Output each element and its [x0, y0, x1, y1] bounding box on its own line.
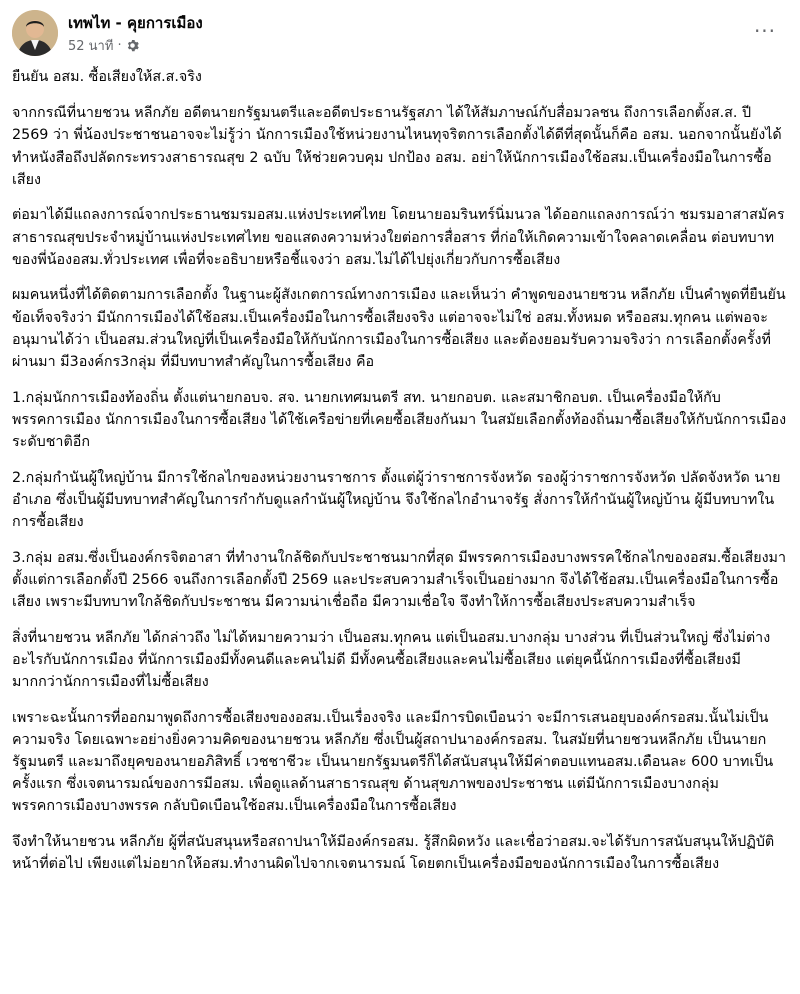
post-meta — [68, 35, 139, 56]
post-paragraph-8: เพราะฉะนั้นการที่ออกมาพูดถึงการซื้อเสียงของอสม.เป็นเรื่องจริง และมีการบิดเบือนว่า จะมีการเสนอยุบองค์กรอสม.นั้นไม่เป็นความจริง โดยเฉพาะอย่างยิ่งความคิดของนายชวน หลีกภัย ซึ่งเป็นผู้สถาปนาองค์กรอสม. ในสมัยที่นายชวนหลีกภัย เป็นนายกรัฐมนตรี และมาถึงยุคของนายอภิสิทธิ์ เวชชาชีวะ เป็นนายกรัฐมนตรีก็ได้สนับสนุนให้มีค่าตอบแทนอสม.เดือนละ 600 บาทเป็นครั้งแรก ซึ่งเจตนารมณ์ของการมีอสม. เพื่อดูแลด้านสาธารณสุข ด้านสุขภาพของประชาชน แต่มีนักการเมืองบางกลุ่ม พรรคการเมืองบางพรรค กลับบิดเบือนใช้อสม.เป็นเครื่องมือในการซื้อเสียง — [12, 709, 774, 815]
more-options-icon[interactable]: ··· — [753, 19, 777, 43]
post-paragraph-5: 2.กลุ่มกำนันผู้ใหญ่บ้าน มีการใช้กลไกของหน่วยงานราชการ ตั้งแต่ผู้ว่าราชการจังหวัด รองผู้ว่าราชการจังหวัด ปลัดจังหวัด นายอำเภอ ซึ่งเป็นผู้มีบทบาทสำคัญในการกำกับดูแลกำนันผู้ใหญ่บ้าน จึงใช้กลไกอำนาจรัฐ สั่งการให้กำนันผู้ใหญ่บ้าน ผู้มีบทบาทในการซื้อเสียง — [12, 469, 781, 531]
gear-icon[interactable] — [126, 39, 139, 52]
post-paragraph-4: 1.กลุ่มนักการเมืองท้องถิ่น ตั้งแต่นายกอบจ. สจ. นายกเทศมนตรี สท. นายกอบต. และสมาชิกอบต. เป็นเครื่องมือให้กับพรรคการเมือง นักการเมืองในการซื้อเสียง ได้ใช้เครือข่ายที่เคยซื้อเสียงกันมา ในสมัยเลือกตั้งท้องถิ่นมาซื้อเสียงให้กับนักการเมืองระดับชาติอีก — [12, 389, 787, 451]
post-paragraph-3: ผมคนหนึ่งที่ได้ติดตามการเลือกตั้ง ในฐานะผู้สังเกตการณ์ทางการเมือง และเห็นว่า คำพูดของนายชวน หลีกภัย เป็นคำพูดที่ยืนยันข้อเท็จจริงว่า มีนักการเมืองได้ใช้อสม.เป็นเครื่องมือในการซื้อเสียงจริง แต่อาจจะไม่ใช่ อสม.ทั้งหมด หรืออสม.ทุกคน แต่พอจะอนุมานได้ว่า เป็นอสม.ส่วนใหญ่ที่เป็นเครื่องมือให้กับนักการเมืองในการซื้อเสียง และต้องยอมรับความจริงว่า การเลือกตั้งครั้งที่ผ่านมา มี3องค์กร3กลุ่ม ที่มีบทบาทสำคัญในการซื้อเสียง คือ — [12, 287, 786, 371]
post-paragraph-9: จึงทำให้นายชวน หลีกภัย ผู้ที่สนับสนุนหรือสถาปนาให้มีองค์กรอสม. รู้สึกผิดหวัง และเชื่อว่าอสม.จะได้รับการสนับสนุนให้ปฏิบัติหน้าที่ต่อไป เพียงแต่ไม่อยากให้อสม.ทำงานผิดไปจากเจตนารมณ์ โดยตกเป็นเครื่องมือของนักการเมืองในการซื้อเสียง — [12, 834, 775, 873]
meta-separator: · — [117, 38, 122, 53]
post-paragraph-6: 3.กลุ่ม อสม.ซึ่งเป็นองค์กรจิตอาสา ที่ทำงานใกล้ชิดกับประชาชนมากที่สุด มีพรรคการเมืองบางพรรคใช้กลไกของอสม.ซื้อเสียงมาตั้งแต่การเลือกตั้งปี 2566 จนถึงการเลือกตั้งปี 2569 และประสบความสำเร็จเป็นอย่างมาก จึงได้ใช้อสม.เป็นเครื่องมือในการซื้อเสียง เพราะมีบทบาทใกล้ชิดกับประชาชน มีความน่าเชื่อถือ มีความเชื่อใจ จึงทำให้การซื้อเสียงประสบความสำเร็จ — [12, 549, 786, 611]
post-timestamp[interactable]: 52 นาที — [68, 39, 114, 54]
post-paragraph-7: สิ่งที่นายชวน หลีกภัย ได้กล่าวถึง ไม่ได้หมายความว่า เป็นอสม.ทุกคน แต่เป็นอสม.บางกลุ่ม บางส่วน ที่เป็นส่วนใหญ่ ซึ่งไม่ต่างอะไรกับนักการเมือง ที่นักการเมืองมีทั้งคนดีและคนไม่ดี มีทั้งคนซื้อเสียงและคนไม่ซื้อเสียง แต่ยุคนี้นักการเมืองที่ซื้อเสียงมีมากกว่านักการเมืองที่ไม่ซื้อเสียง — [12, 629, 771, 691]
post-paragraph-1: จากกรณีที่นายชวน หลีกภัย อดีตนายกรัฐมนตรีและอดีตประธานรัฐสภา ได้ให้สัมภาษณ์กับสื่อมวลชน ถึงการเลือกตั้งส.ส. ปี 2569 ว่า พี่น้องประชาชนอาจจะไม่รู้ว่า นักการเมืองใช้หน่วยงานไหนทุจริตการเลือกตั้งได้ดีที่สุดนั้นก็คือ อสม. นอกจากนั้นยังได้ทำหนังสือถึงปลัดกระทรวงสาธารณสุข 2 ฉบับ ให้ช่วยควบคุม ปกป้อง อสม. อย่าให้นักการเมืองใช้อสม.เป็นเครื่องมือในการซื้อเสียง — [12, 105, 782, 188]
author-name[interactable]: เทพไท - คุยการเมือง — [68, 14, 203, 32]
avatar-image — [12, 10, 58, 56]
post-header — [12, 10, 788, 58]
post-body — [12, 66, 788, 889]
post-headline: ยืนยัน อสม. ซื้อเสียงให้ส.ส.จริง — [12, 69, 202, 85]
avatar[interactable] — [12, 10, 58, 56]
post-paragraph-2: ต่อมาได้มีแถลงการณ์จากประธานชมรมอสม.แห่งประเทศไทย โดยนายอมรินทร์นิ่มนวล ได้ออกแถลงการณ์ว่า ชมรมอาสาสมัครสาธารณสุขประจำหมู่บ้านแห่งประเทศไทย ขอแสดงความห่วงใยต่อการสื่อสาร ที่ก่อให้เกิดความเข้าใจคลาดเคลื่อน ต่อบทบาทของพี่น้องอสม.ทั่วประเทศ เพื่อที่จะอธิบายหรือชี้แจงว่า อสม.ไม่ได้ไปยุ่งเกี่ยวกับการซื้อเสียง — [12, 207, 785, 268]
